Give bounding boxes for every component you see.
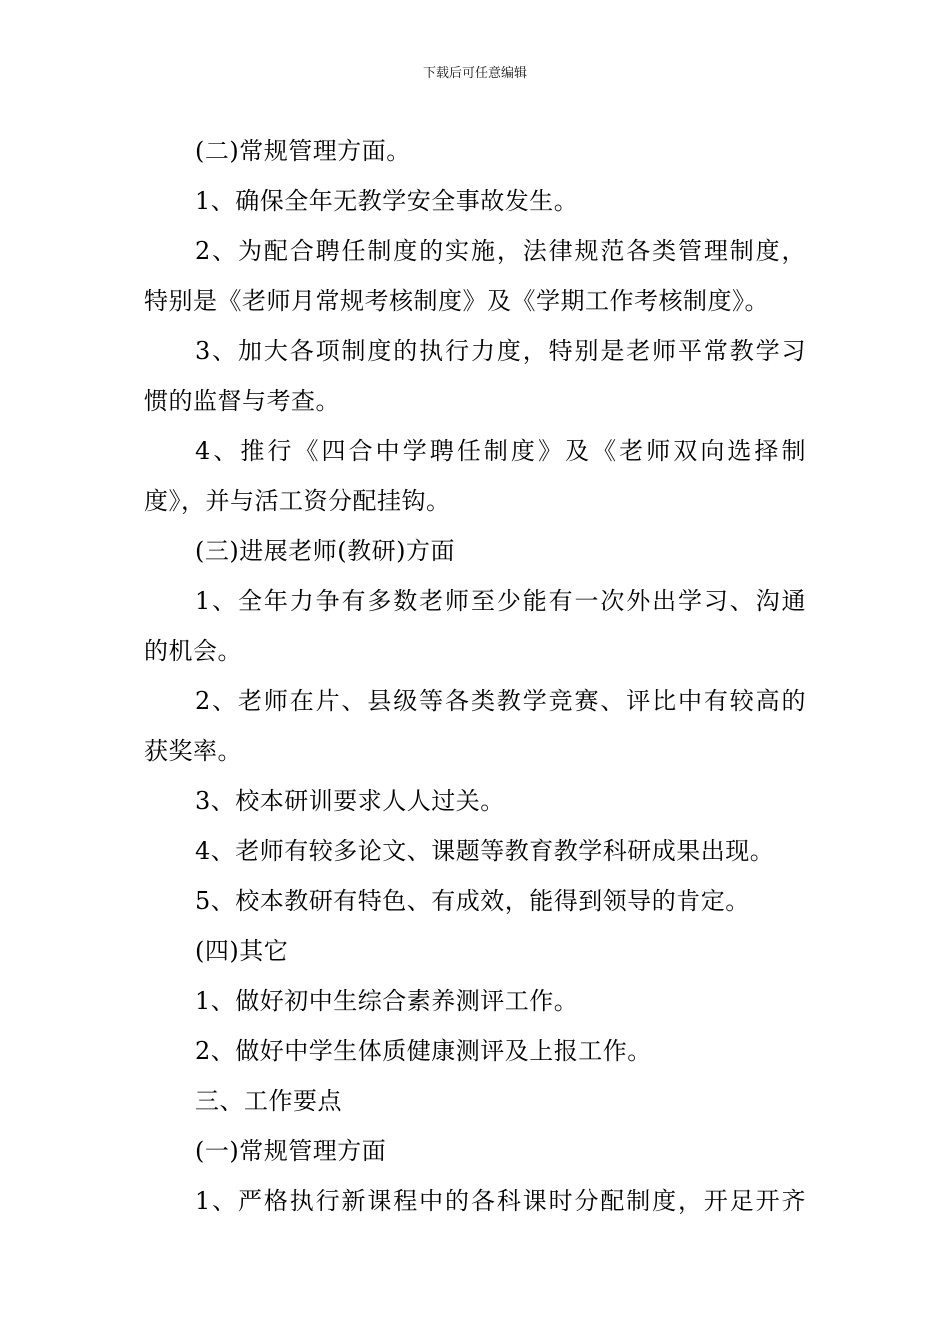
paragraph-line: 2、做好中学生体质健康测评及上报工作。	[195, 1037, 652, 1065]
list-item	[144, 226, 806, 326]
paragraph-line: 特别是《老师月常规考核制度》及《学期工作考核制度》。	[144, 287, 769, 315]
list-item	[144, 176, 806, 226]
list-item	[144, 1026, 806, 1076]
paragraph-line: 度》，并与活工资分配挂钩。	[144, 487, 451, 515]
list-item	[144, 676, 806, 776]
paragraph-line: (一)常规管理方面	[195, 1137, 387, 1165]
paragraph-line: 三、工作要点	[195, 1087, 342, 1115]
paragraph-line: 5、校本教研有特色、有成效，能得到领导的肯定。	[195, 887, 750, 915]
paragraph-line: 2、老师在片、县级等各类教学竞赛、评比中有较高的	[195, 687, 806, 715]
paragraph-line: 1、全年力争有多数老师至少能有一次外出学习、沟通	[195, 587, 806, 615]
paragraph-line: (三)进展老师(教研)方面	[195, 537, 455, 565]
paragraph-line: 3、加大各项制度的执行力度，特别是老师平常教学习	[195, 337, 806, 365]
section-heading	[144, 126, 806, 176]
page-header-note: 下载后可任意编辑	[422, 66, 527, 81]
paragraph-line: 4、推行《四合中学聘任制度》及《老师双向选择制	[195, 437, 806, 465]
paragraph-line: 1、做好初中生综合素养测评工作。	[195, 987, 579, 1015]
paragraph-line: 4、老师有较多论文、课题等教育教学科研成果出现。	[195, 837, 775, 865]
paragraph-line: 3、校本研训要求人人过关。	[195, 787, 505, 815]
document-body	[144, 126, 806, 1226]
paragraph-line: 的机会。	[144, 637, 242, 665]
paragraph-line: 惯的监督与考查。	[144, 387, 340, 415]
section-heading	[144, 1076, 806, 1126]
section-heading	[144, 1126, 806, 1176]
paragraph-line: (四)其它	[195, 937, 289, 965]
list-item	[144, 576, 806, 676]
paragraph-line: (二)常规管理方面。	[195, 137, 411, 165]
list-item	[144, 976, 806, 1026]
paragraph-line: 1、严格执行新课程中的各科课时分配制度，开足开齐	[195, 1187, 806, 1215]
list-item	[144, 426, 806, 526]
list-item	[144, 776, 806, 826]
section-heading	[144, 926, 806, 976]
paragraph-line: 1、确保全年无教学安全事故发生。	[195, 187, 579, 215]
paragraph-line: 获奖率。	[144, 737, 242, 765]
list-item	[144, 826, 806, 876]
section-heading	[144, 526, 806, 576]
paragraph-line: 2、为配合聘任制度的实施，法律规范各类管理制度，	[195, 237, 806, 265]
list-item	[144, 876, 806, 926]
list-item	[144, 1176, 806, 1226]
list-item	[144, 326, 806, 426]
